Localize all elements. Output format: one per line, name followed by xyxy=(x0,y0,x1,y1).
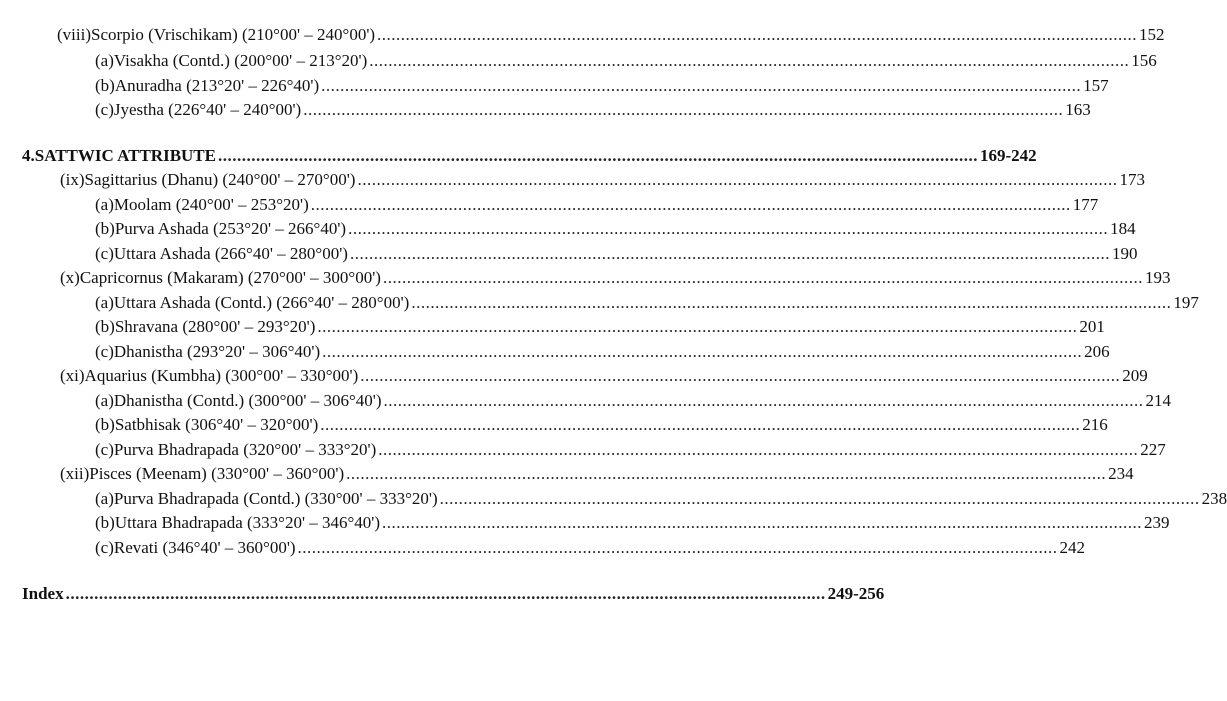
entry-page: 156 xyxy=(1131,51,1157,70)
entry-title: Capricornus (Makaram) (270°00' – 300°00') xyxy=(79,268,381,287)
entry-title: Index xyxy=(22,584,64,603)
dot-leader: ................................................................................................................................................................ xyxy=(357,170,1118,189)
toc-entry-jyestha[interactable] xyxy=(95,99,1091,121)
dot-leader: ................................................................................................................................................................ xyxy=(411,293,1172,312)
entry-title: Visakha (Contd.) (200°00' – 213°20') xyxy=(113,51,368,70)
entry-page: 214 xyxy=(1145,391,1171,410)
toc-entry-uttara-ashada-contd[interactable] xyxy=(95,292,1199,314)
entry-label: (a) xyxy=(95,51,114,70)
entry-label: (ix) xyxy=(60,170,85,189)
entry-label: (b) xyxy=(95,219,115,238)
toc-section-sattwic[interactable] xyxy=(22,145,1037,167)
dot-leader: ................................................................................................................................................................ xyxy=(65,584,826,603)
toc-entry-index[interactable] xyxy=(22,583,885,605)
entry-title: Sagittarius (Dhanu) (240°00' – 270°00') xyxy=(84,170,356,189)
toc-entry-purva-ashada[interactable] xyxy=(95,218,1136,240)
toc-entry-aquarius[interactable] xyxy=(60,365,1148,387)
toc-entry-shravana[interactable] xyxy=(95,316,1105,338)
entry-page: 184 xyxy=(1110,219,1136,238)
entry-title: Scorpio (Vrischikam) (210°00' – 240°00') xyxy=(91,25,376,44)
entry-title: Satbhisak (306°40' – 320°00') xyxy=(114,415,319,434)
dot-leader: ................................................................................................................................................................ xyxy=(310,195,1071,214)
section-number: 4. xyxy=(22,146,35,165)
toc-entry-dhanistha[interactable] xyxy=(95,341,1110,363)
entry-title: Anuradha (213°20' – 226°40') xyxy=(114,76,320,95)
entry-title: Pisces (Meenam) (330°00' – 360°00') xyxy=(89,464,345,483)
entry-page: 216 xyxy=(1082,415,1108,434)
entry-label: (c) xyxy=(95,342,114,361)
entry-page: 206 xyxy=(1084,342,1110,361)
entry-label: (xii) xyxy=(60,464,90,483)
toc-entry-uttara-ashada[interactable] xyxy=(95,243,1138,265)
entry-title: Purva Bhadrapada (Contd.) (330°00' – 333°20') xyxy=(113,489,438,508)
entry-title: Purva Ashada (253°20' – 266°40') xyxy=(114,219,347,238)
toc-entry-purva-bhadrapada[interactable] xyxy=(95,439,1166,461)
entry-label: (c) xyxy=(95,244,114,263)
dot-leader: ................................................................................................................................................................ xyxy=(349,244,1110,263)
dot-leader: ................................................................................................................................................................ xyxy=(378,440,1139,459)
section-title: SATTWIC ATTRIBUTE xyxy=(34,146,216,165)
entry-page: 239 xyxy=(1144,513,1170,532)
entry-page: 157 xyxy=(1083,76,1109,95)
entry-label: (c) xyxy=(95,100,114,119)
entry-label: (b) xyxy=(95,317,115,336)
dot-leader: ................................................................................................................................................................ xyxy=(320,415,1081,434)
entry-title: Moolam (240°00' – 253°20') xyxy=(113,195,309,214)
toc-entry-pisces[interactable] xyxy=(60,463,1134,485)
entry-page: 173 xyxy=(1119,170,1145,189)
entry-title: Shravana (280°00' – 293°20') xyxy=(114,317,316,336)
toc-entry-capricornus[interactable] xyxy=(60,267,1171,289)
toc-entry-sagittarius[interactable] xyxy=(60,169,1145,191)
toc-entry-visakha[interactable] xyxy=(95,50,1157,72)
entry-label: (a) xyxy=(95,391,114,410)
toc-entry-purva-bhadrapada-contd[interactable] xyxy=(95,488,1227,510)
dot-leader: ................................................................................................................................................................ xyxy=(439,489,1200,508)
entry-page: 249-256 xyxy=(827,584,885,603)
entry-page: 177 xyxy=(1072,195,1099,214)
toc-entry-moolam[interactable] xyxy=(95,194,1099,216)
toc-entry-anuradha[interactable] xyxy=(95,75,1109,97)
toc-entry-uttara-bhadrapada[interactable] xyxy=(95,512,1170,534)
dot-leader: ................................................................................................................................................................ xyxy=(383,391,1144,410)
toc-entry-dhanistha-contd[interactable] xyxy=(95,390,1171,412)
entry-label: (b) xyxy=(95,76,115,95)
entry-label: (a) xyxy=(95,195,114,214)
entry-page: 193 xyxy=(1144,268,1171,287)
dot-leader: ................................................................................................................................................................ xyxy=(217,146,978,165)
dot-leader: ................................................................................................................................................................ xyxy=(317,317,1078,336)
entry-label: (a) xyxy=(95,293,114,312)
entry-label: (c) xyxy=(95,538,114,557)
toc-entry-scorpio[interactable] xyxy=(57,24,1165,46)
entry-page: 238 xyxy=(1201,489,1227,508)
entry-title: Jyestha (226°40' – 240°00') xyxy=(113,100,302,119)
dot-leader: ................................................................................................................................................................ xyxy=(321,76,1082,95)
dot-leader: ................................................................................................................................................................ xyxy=(369,51,1130,70)
entry-page: 152 xyxy=(1139,25,1165,44)
dot-leader: ................................................................................................................................................................ xyxy=(346,464,1107,483)
entry-label: (xi) xyxy=(60,366,85,385)
entry-page: 197 xyxy=(1173,293,1199,312)
entry-page: 242 xyxy=(1059,538,1086,557)
dot-leader: ................................................................................................................................................................ xyxy=(303,100,1064,119)
entry-title: Uttara Bhadrapada (333°20' – 346°40') xyxy=(114,513,381,532)
entry-label: (viii) xyxy=(57,25,91,44)
dot-leader: ................................................................................................................................................................ xyxy=(382,513,1143,532)
dot-leader: ................................................................................................................................................................ xyxy=(322,342,1083,361)
entry-title: Dhanistha (293°20' – 306°40') xyxy=(113,342,321,361)
section-pages: 169-242 xyxy=(979,146,1037,165)
entry-page: 163 xyxy=(1065,100,1091,119)
entry-title: Revati (346°40' – 360°00') xyxy=(113,538,296,557)
entry-label: (b) xyxy=(95,415,115,434)
entry-title: Aquarius (Kumbha) (300°00' – 330°00') xyxy=(84,366,359,385)
dot-leader: ................................................................................................................................................................ xyxy=(348,219,1109,238)
toc-entry-satbhisak[interactable] xyxy=(95,414,1108,436)
dot-leader: ................................................................................................................................................................ xyxy=(377,25,1138,44)
entry-page: 209 xyxy=(1122,366,1148,385)
entry-title: Uttara Ashada (266°40' – 280°00') xyxy=(113,244,348,263)
entry-label: (x) xyxy=(60,268,80,287)
entry-title: Dhanistha (Contd.) (300°00' – 306°40') xyxy=(113,391,382,410)
entry-page: 227 xyxy=(1140,440,1166,459)
entry-label: (b) xyxy=(95,513,115,532)
entry-page: 201 xyxy=(1079,317,1105,336)
toc-entry-revati[interactable] xyxy=(95,537,1086,559)
entry-page: 234 xyxy=(1108,464,1134,483)
dot-leader: ................................................................................................................................................................ xyxy=(297,538,1058,557)
entry-page: 190 xyxy=(1111,244,1138,263)
entry-title: Purva Bhadrapada (320°00' – 333°20') xyxy=(113,440,377,459)
dot-leader: ................................................................................................................................................................ xyxy=(360,366,1121,385)
entry-label: (c) xyxy=(95,440,114,459)
dot-leader: ................................................................................................................................................................ xyxy=(382,268,1143,287)
entry-label: (a) xyxy=(95,489,114,508)
entry-title: Uttara Ashada (Contd.) (266°40' – 280°00') xyxy=(113,293,410,312)
